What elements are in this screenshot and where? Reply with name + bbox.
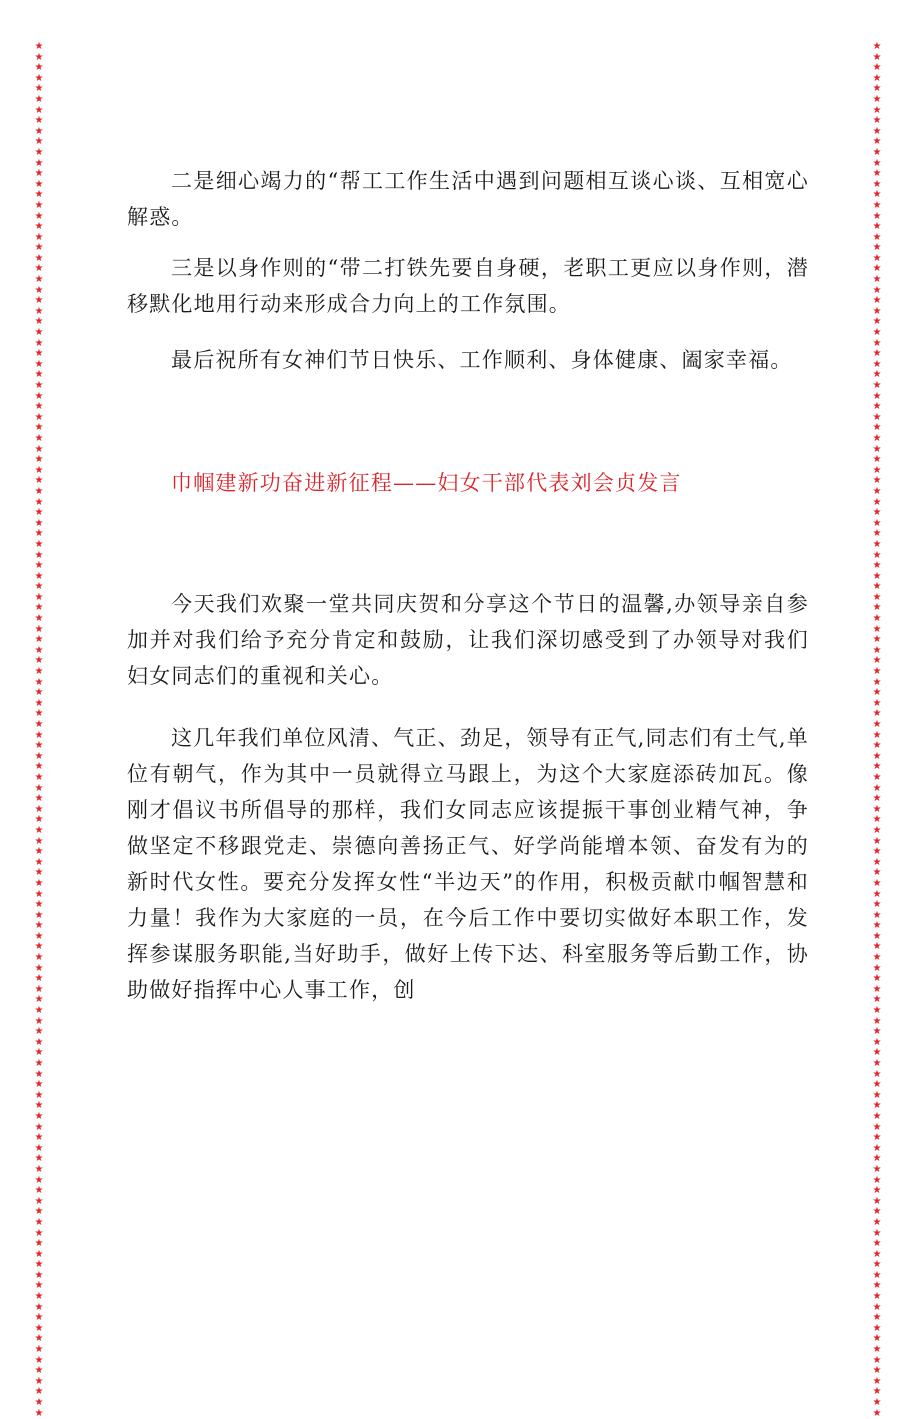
paragraph-speech-body: 这几年我们单位风清、气正、劲足，领导有正气,同志们有土气,单位有朝气，作为其中一员就得立马跟上，为这个大家庭添砖加瓦。像刚才倡议书所倡导的那样，我们女同志应该提振干事创业精气神，争做坚定不移跟党走、崇德向善扬正气、好学尚能增本领、奋发有为的新时代女性。要充分发挥女性“半边天”的作用，积极贡献巾帼智慧和力量！我作为大家庭的一员，在今后工作中要切实做好本职工作，发挥参谋服务职能,当好助手，做好上传下达、科室服务等后勤工作，协助做好指挥中心人事工作，创 <box>127 726 809 1002</box>
paragraph-third-point: 三是以身作则的“带二打铁先要自身硬，老职工更应以身作则，潜移默化地用行动来形成合力向上的工作氛围。 <box>127 256 809 316</box>
left-star-border: ★★★★★★★★★★★★★★★★★★★★★★★★★★★★★★★★★★★★★★★★★★★★★★★★★★★★★★★★★★★★★★★★★★★★★★★★★★★★★★★★★★★★★★★★★★★★★★★★★★★★★★★★★★★★★★★★★★★★★★★★★★★★★★★★★★ <box>34 41 44 1419</box>
right-star-border: ★★★★★★★★★★★★★★★★★★★★★★★★★★★★★★★★★★★★★★★★★★★★★★★★★★★★★★★★★★★★★★★★★★★★★★★★★★★★★★★★★★★★★★★★★★★★★★★★★★★★★★★★★★★★★★★★★★★★★★★★★★★★★★★★★★ <box>872 41 882 1419</box>
paragraph-second-point: 二是细心竭力的“帮工工作生活中遇到问题相互谈心谈、互相宽心解惑。 <box>127 169 809 229</box>
section-heading: 巾帼建新功奋进新征程——妇女干部代表刘会贞发言 <box>171 471 682 495</box>
paragraph-closing-wishes: 最后祝所有女神们节日快乐、工作顺利、身体健康、阖家幸福。 <box>171 348 793 372</box>
paragraph-speech-intro: 今天我们欢聚一堂共同庆贺和分享这个节日的温馨,办领导亲自参加并对我们给予充分肯定和鼓励，让我们深切感受到了办领导对我们妇女同志们的重视和关心。 <box>127 592 809 688</box>
